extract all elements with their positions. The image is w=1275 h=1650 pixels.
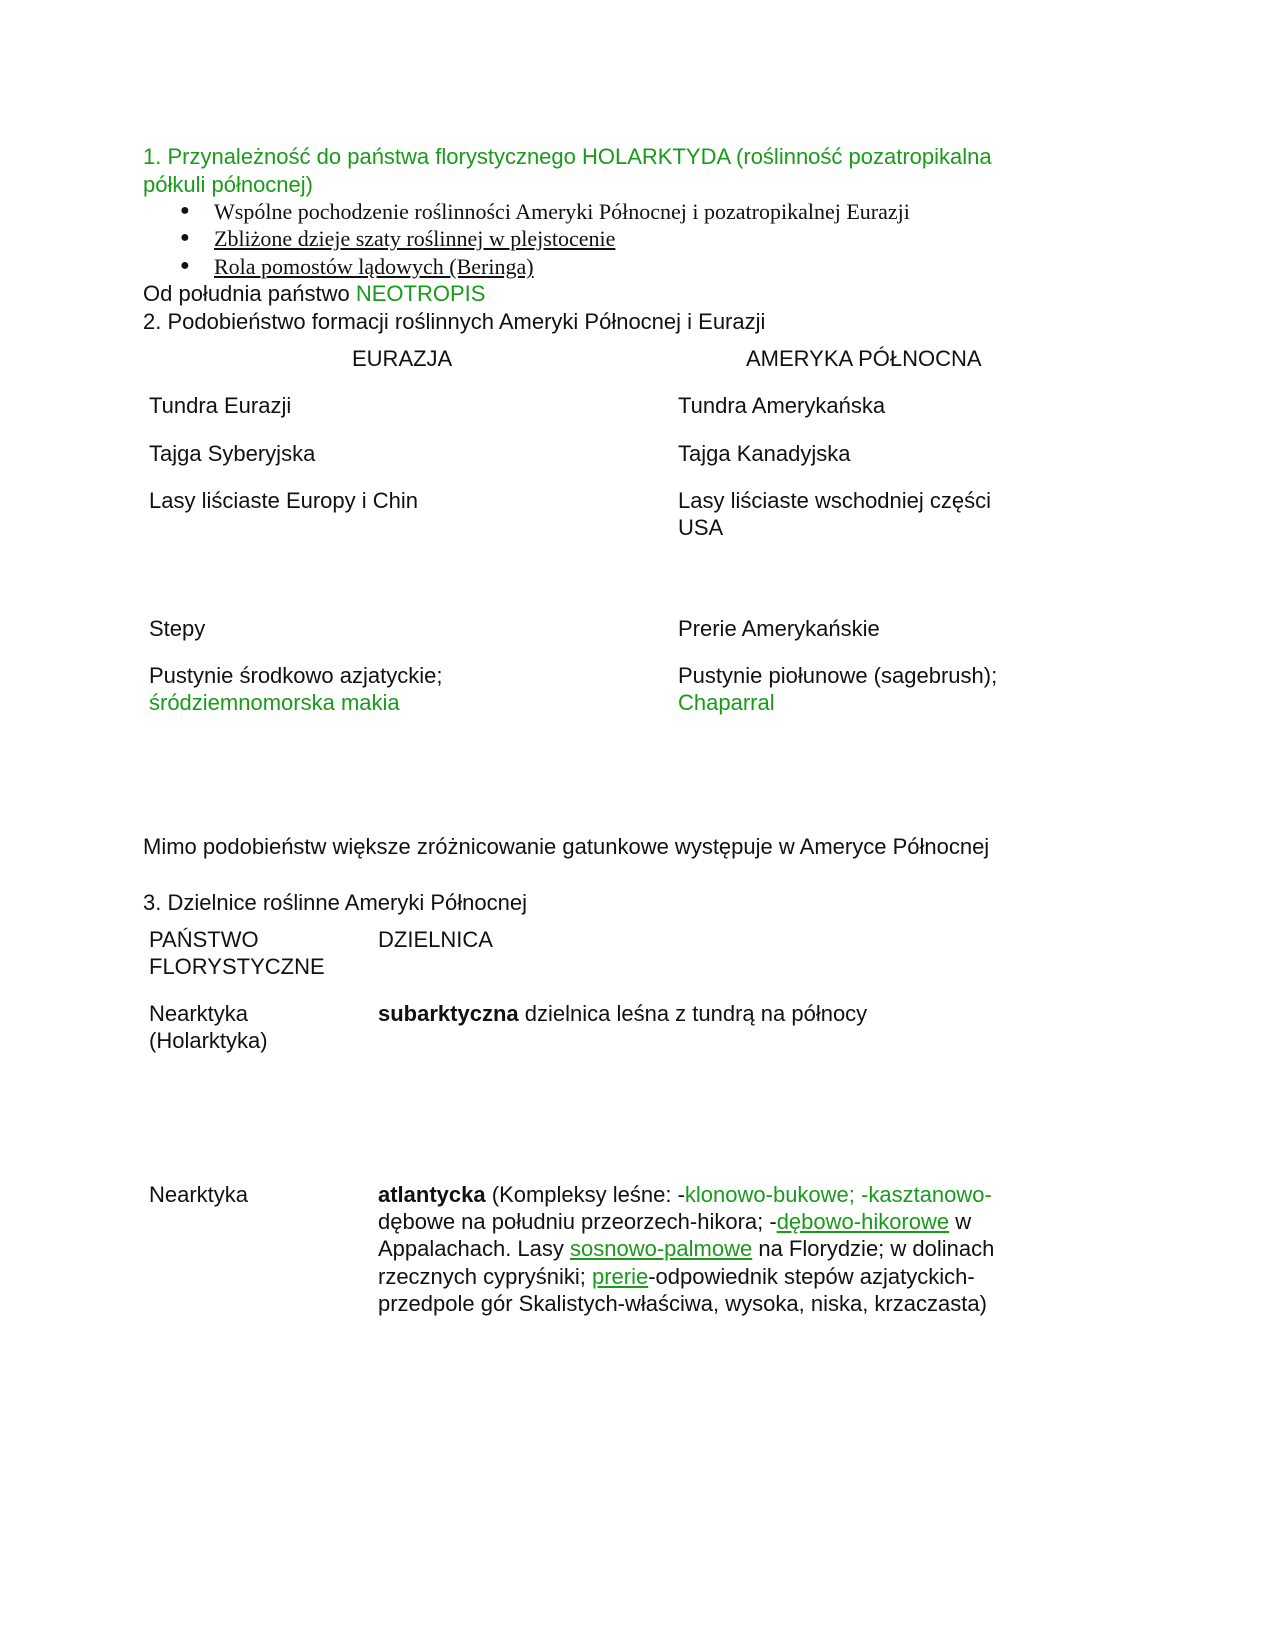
text: na Florydzie; w dolinach xyxy=(752,1236,995,1261)
cell: Tajga Kanadyjska xyxy=(678,441,851,466)
green-link: prerie xyxy=(591,1264,649,1289)
cell xyxy=(378,1000,867,1027)
cell: Nearktyka xyxy=(149,1182,249,1207)
south-prefix: Od południa państwo xyxy=(143,281,356,306)
line xyxy=(378,1235,994,1262)
section1-heading-line1: 1. Przynależność do państwa florystycznego HOLARKTYDA (roślinność pozatropikalna xyxy=(143,144,992,169)
note: Mimo podobieństw większe zróżnicowanie gatunkowe występuje w Ameryce Północnej xyxy=(143,834,990,859)
bullet-icon: ● xyxy=(180,202,190,219)
bullet-item: Zbliżone dzieje szaty roślinnej w plejstocenie xyxy=(214,226,616,251)
text: w xyxy=(949,1209,972,1234)
cell: (Holarktyka) xyxy=(149,1028,268,1053)
cell: Pustynie środkowo azjatyckie; xyxy=(149,663,443,688)
col-header-ameryka: AMERYKA PÓŁNOCNA xyxy=(746,346,982,371)
cell: Tundra Eurazji xyxy=(149,393,292,418)
cell: Tajga Syberyjska xyxy=(149,441,316,466)
cell: Nearktyka xyxy=(149,1001,249,1026)
green-link: dębowo-hikorowe xyxy=(776,1209,950,1234)
neotropis: NEOTROPIS xyxy=(355,281,486,306)
text: rzecznych cypryśniki; xyxy=(378,1264,592,1289)
bullet-item: Wspólne pochodzenie roślinności Ameryki Północnej i pozatropikalnej Eurazji xyxy=(214,199,910,224)
col-header: FLORYSTYCZNE xyxy=(149,954,325,979)
cell: Lasy liściaste wschodniej części xyxy=(678,488,992,513)
text: dębowe na południu przeorzech-hikora; - xyxy=(378,1209,777,1234)
section1-heading-line2: półkuli północnej) xyxy=(143,172,313,197)
cell: śródziemnomorska makia xyxy=(149,690,400,715)
cell: Tundra Amerykańska xyxy=(678,393,886,418)
section2-heading: 2. Podobieństwo formacji roślinnych Ameryki Północnej i Eurazji xyxy=(143,309,766,334)
cell: USA xyxy=(678,515,724,540)
green-link: sosnowo-palmowe xyxy=(570,1236,753,1261)
line xyxy=(378,1208,971,1235)
cell: Stepy xyxy=(149,616,206,641)
bullet-item: Rola pomostów lądowych (Beringa) xyxy=(214,254,534,279)
line: przedpole gór Skalistych-właściwa, wysoka, niska, krzaczasta) xyxy=(378,1291,987,1316)
line xyxy=(378,1181,992,1208)
col-header: PAŃSTWO xyxy=(149,927,259,952)
text: -odpowiednik stepów azjatyckich- xyxy=(648,1264,975,1289)
line xyxy=(378,1263,975,1290)
text: dzielnica leśna z tundrą na północy xyxy=(518,1001,868,1026)
cell: Lasy liściaste Europy i Chin xyxy=(149,488,419,513)
green-text: klonowo-bukowe; -kasztanowo- xyxy=(684,1182,992,1207)
bullet-icon: ● xyxy=(180,229,190,246)
text: (Kompleksy leśne: - xyxy=(485,1182,685,1207)
bullet-icon: ● xyxy=(180,257,190,274)
col-header-eurazja: EURAZJA xyxy=(352,346,453,371)
text: Appalachach. Lasy xyxy=(378,1236,571,1261)
cell: Prerie Amerykańskie xyxy=(678,616,880,641)
cell: Chaparral xyxy=(678,690,775,715)
south-line xyxy=(143,280,485,307)
col-header: DZIELNICA xyxy=(378,927,493,952)
bold-term: atlantycka xyxy=(378,1182,486,1207)
cell: Pustynie piołunowe (sagebrush); xyxy=(678,663,998,688)
bold-term: subarktyczna xyxy=(378,1001,519,1026)
section3-heading: 3. Dzielnice roślinne Ameryki Północnej xyxy=(143,890,527,915)
